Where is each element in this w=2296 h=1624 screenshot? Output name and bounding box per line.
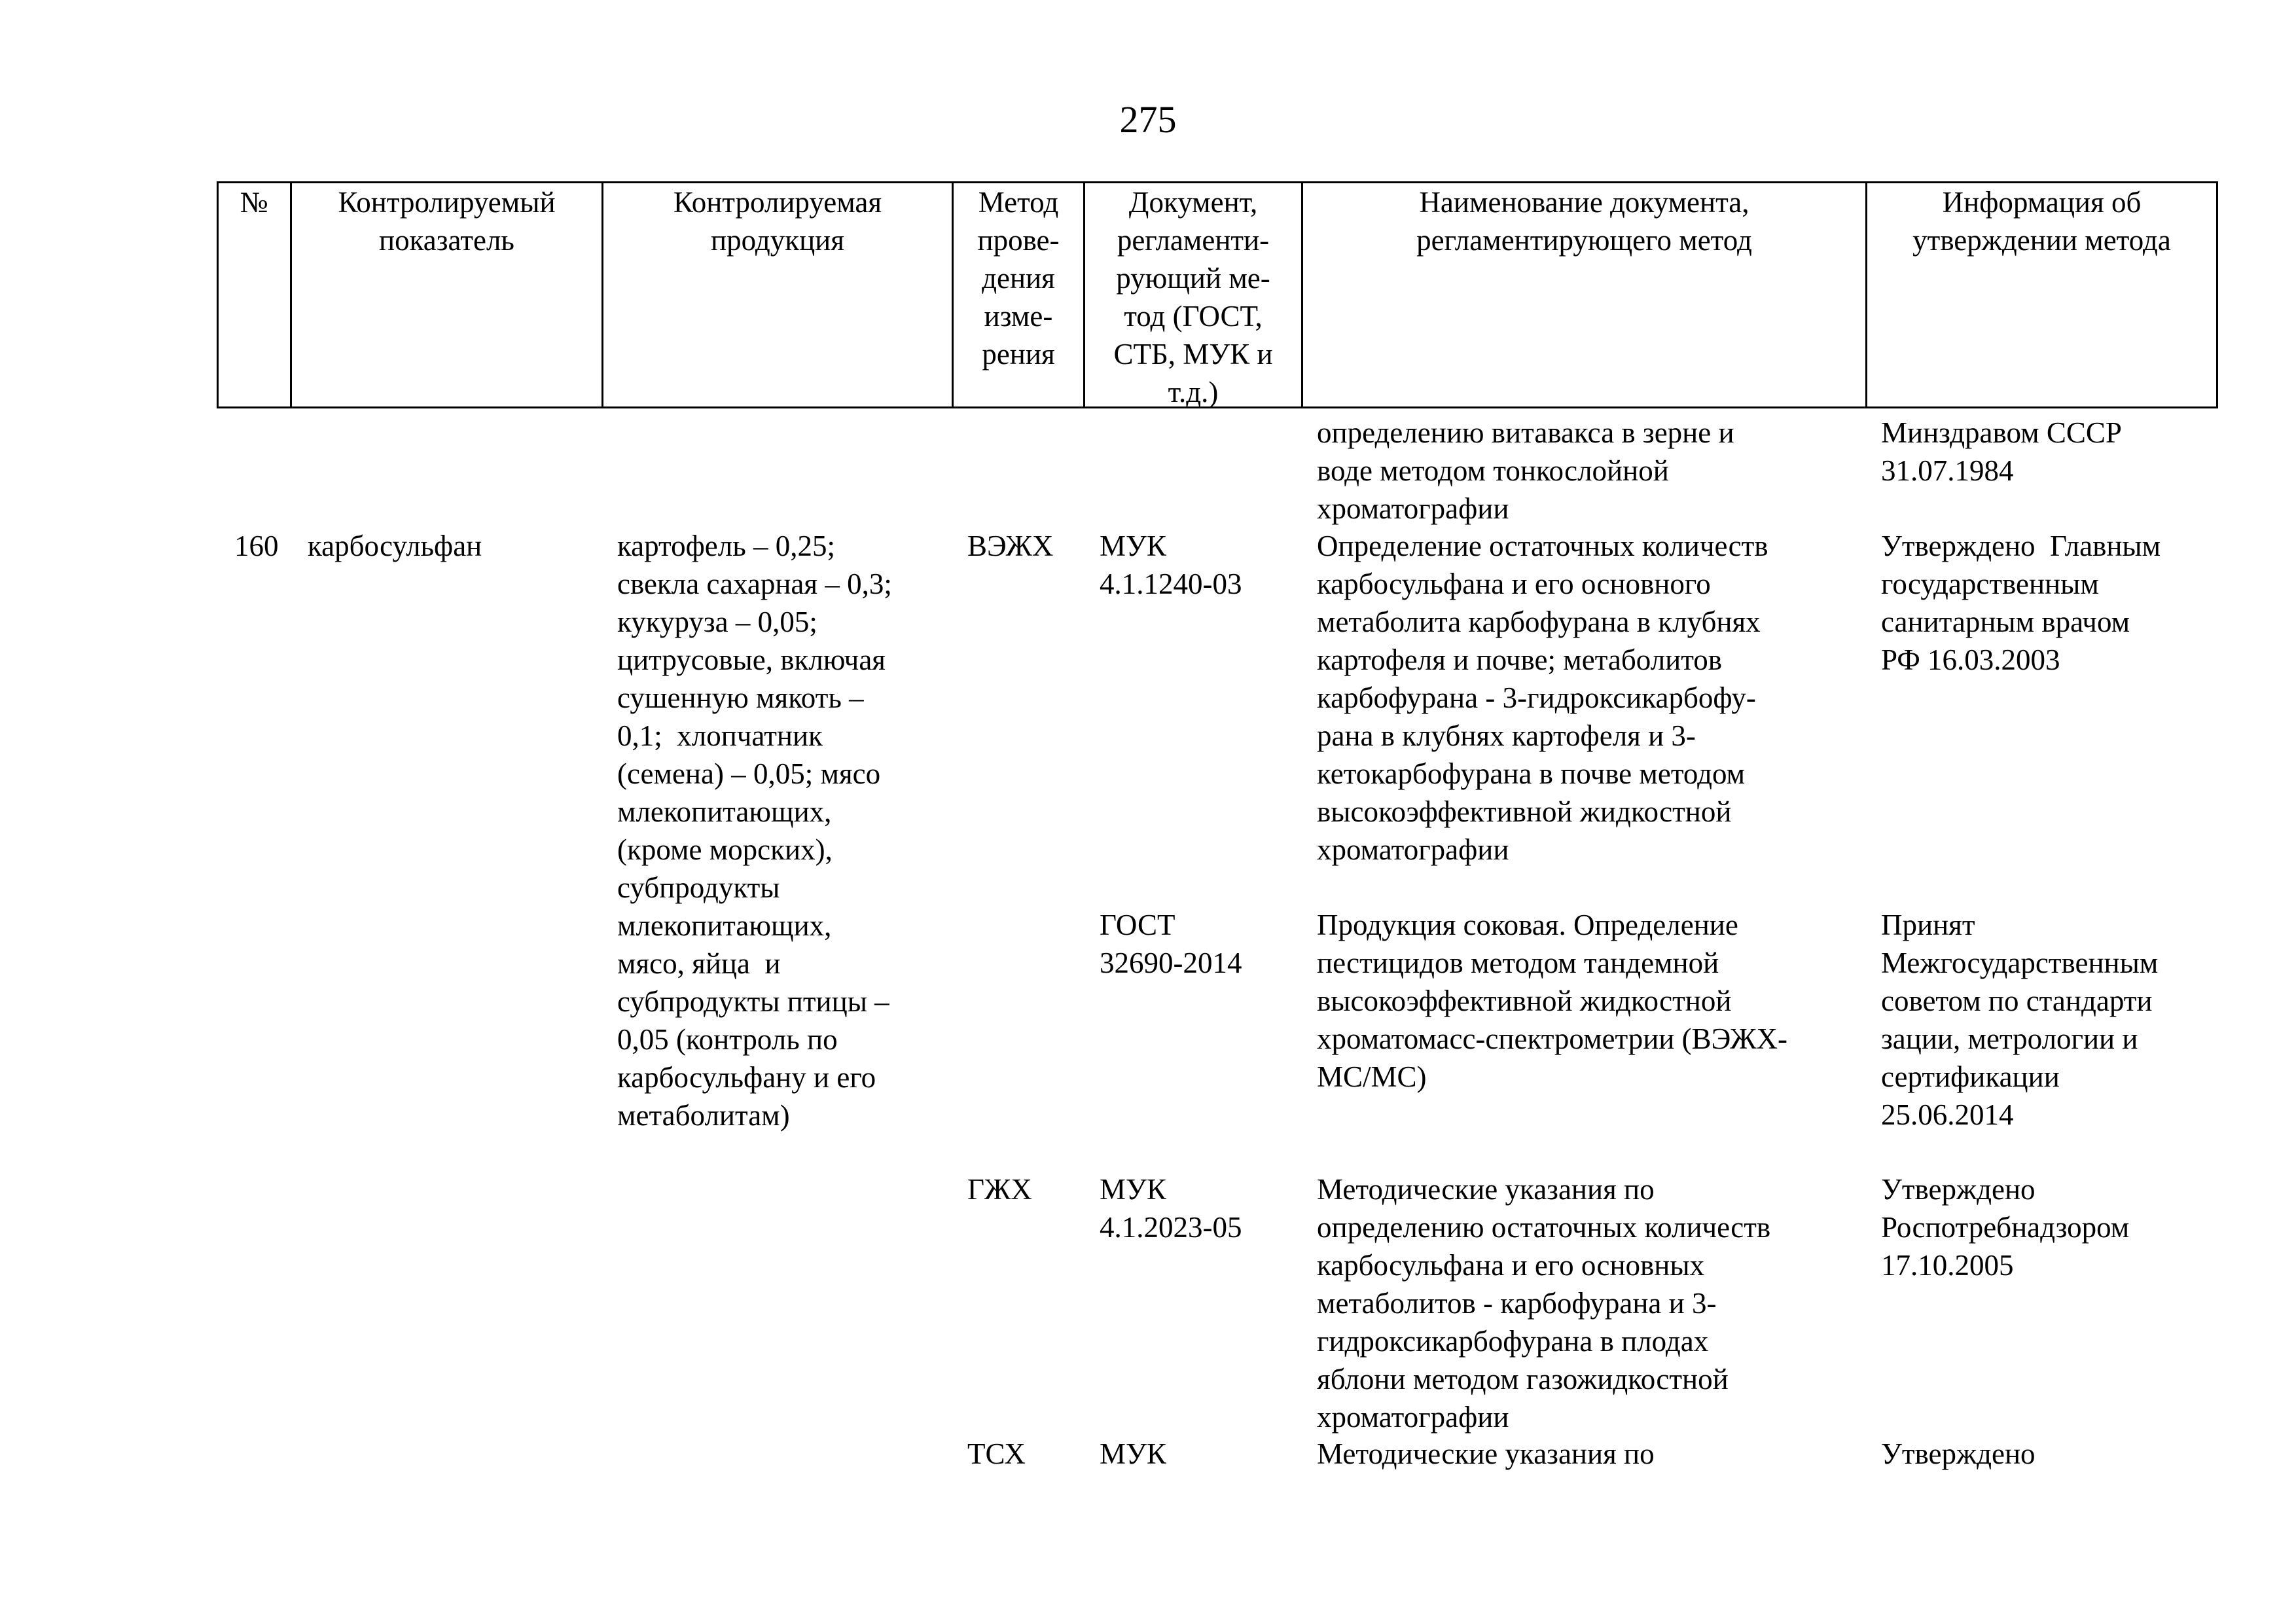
method-doc-name: Методические указания по определению остаточных количеств карбосульфана и его основных метаболитов - карбофурана и 3- гидроксикарбофурана в плодах яблони методом газожидкостной хроматографии: [1317, 1173, 1771, 1434]
method-name: ТСХ: [967, 1437, 1026, 1470]
method-approval: Утверждено Роспотребнадзором 17.10.2005: [1881, 1173, 2130, 1282]
header-col-method: Метод прове- дения изме- рения: [977, 186, 1060, 370]
page-number: 275: [1119, 98, 1177, 141]
method-approval: Принят Межгосударственным советом по стандарти зации, метрологии и сертификации 25.06.2014: [1881, 909, 2159, 1131]
entry-number: 160: [234, 530, 279, 562]
method-doc-name: Методические указания по: [1317, 1437, 1655, 1470]
method-document: МУК: [1100, 1437, 1166, 1470]
method-document: МУК 4.1.2023-05: [1100, 1173, 1242, 1244]
header-col-product: Контролируемая продукция: [673, 186, 882, 257]
method-name: ВЭЖХ: [967, 530, 1054, 562]
header-col-indicator: Контролируемый показатель: [338, 186, 556, 257]
header-col-approval: Информация об утверждении метода: [1912, 186, 2171, 257]
header-col-number: №: [240, 186, 268, 219]
method-doc-name: Определение остаточных количеств карбосульфана и его основного метаболита карбофурана в клубнях картофеля и почве; метаболитов карбофурана - 3-гидроксикарбофу- рана в клубнях картофеля и 3- кетокарбофурана в почве методом высокоэффективной жидкостной хроматографии: [1317, 530, 1768, 866]
method-doc-name: Продукция соковая. Определение пестицидов методом тандемной высокоэффективной жидкостной хроматомасс-спектрометрии (ВЭЖХ- МС/МС): [1317, 909, 1788, 1093]
header-col-doc-name: Наименование документа, регламентирующего метод: [1416, 186, 1752, 257]
method-document: МУК 4.1.1240-03: [1100, 530, 1242, 600]
continuation-doc-name: определению витавакса в зерне и воде методом тонкослойной хроматографии: [1317, 416, 1734, 525]
method-approval: Утверждено Главным государственным санитарным врачом РФ 16.03.2003: [1881, 530, 2161, 676]
method-name: ГЖХ: [967, 1173, 1032, 1206]
header-col-document: Документ, регламенти- рующий ме- тод (ГОСТ, СТБ, МУК и т.д.): [1113, 186, 1273, 408]
entry-products: картофель – 0,25; свекла сахарная – 0,3; кукуруза – 0,05; цитрусовые, включая сушенную мякоть – 0,1; хлопчатник (семена) – 0,05; мясо млекопитающих, (кроме морских), субпродукты млекопитающих, мясо, яйца и субпродукты птицы – 0,05 (контроль по карбосульфану и его метаболитам): [617, 530, 892, 1132]
continuation-approval: Минздравом СССР 31.07.1984: [1881, 416, 2122, 487]
method-approval: Утверждено: [1881, 1437, 2036, 1470]
entry-indicator: карбосульфан: [308, 530, 482, 562]
method-document: ГОСТ 32690-2014: [1100, 909, 1242, 979]
